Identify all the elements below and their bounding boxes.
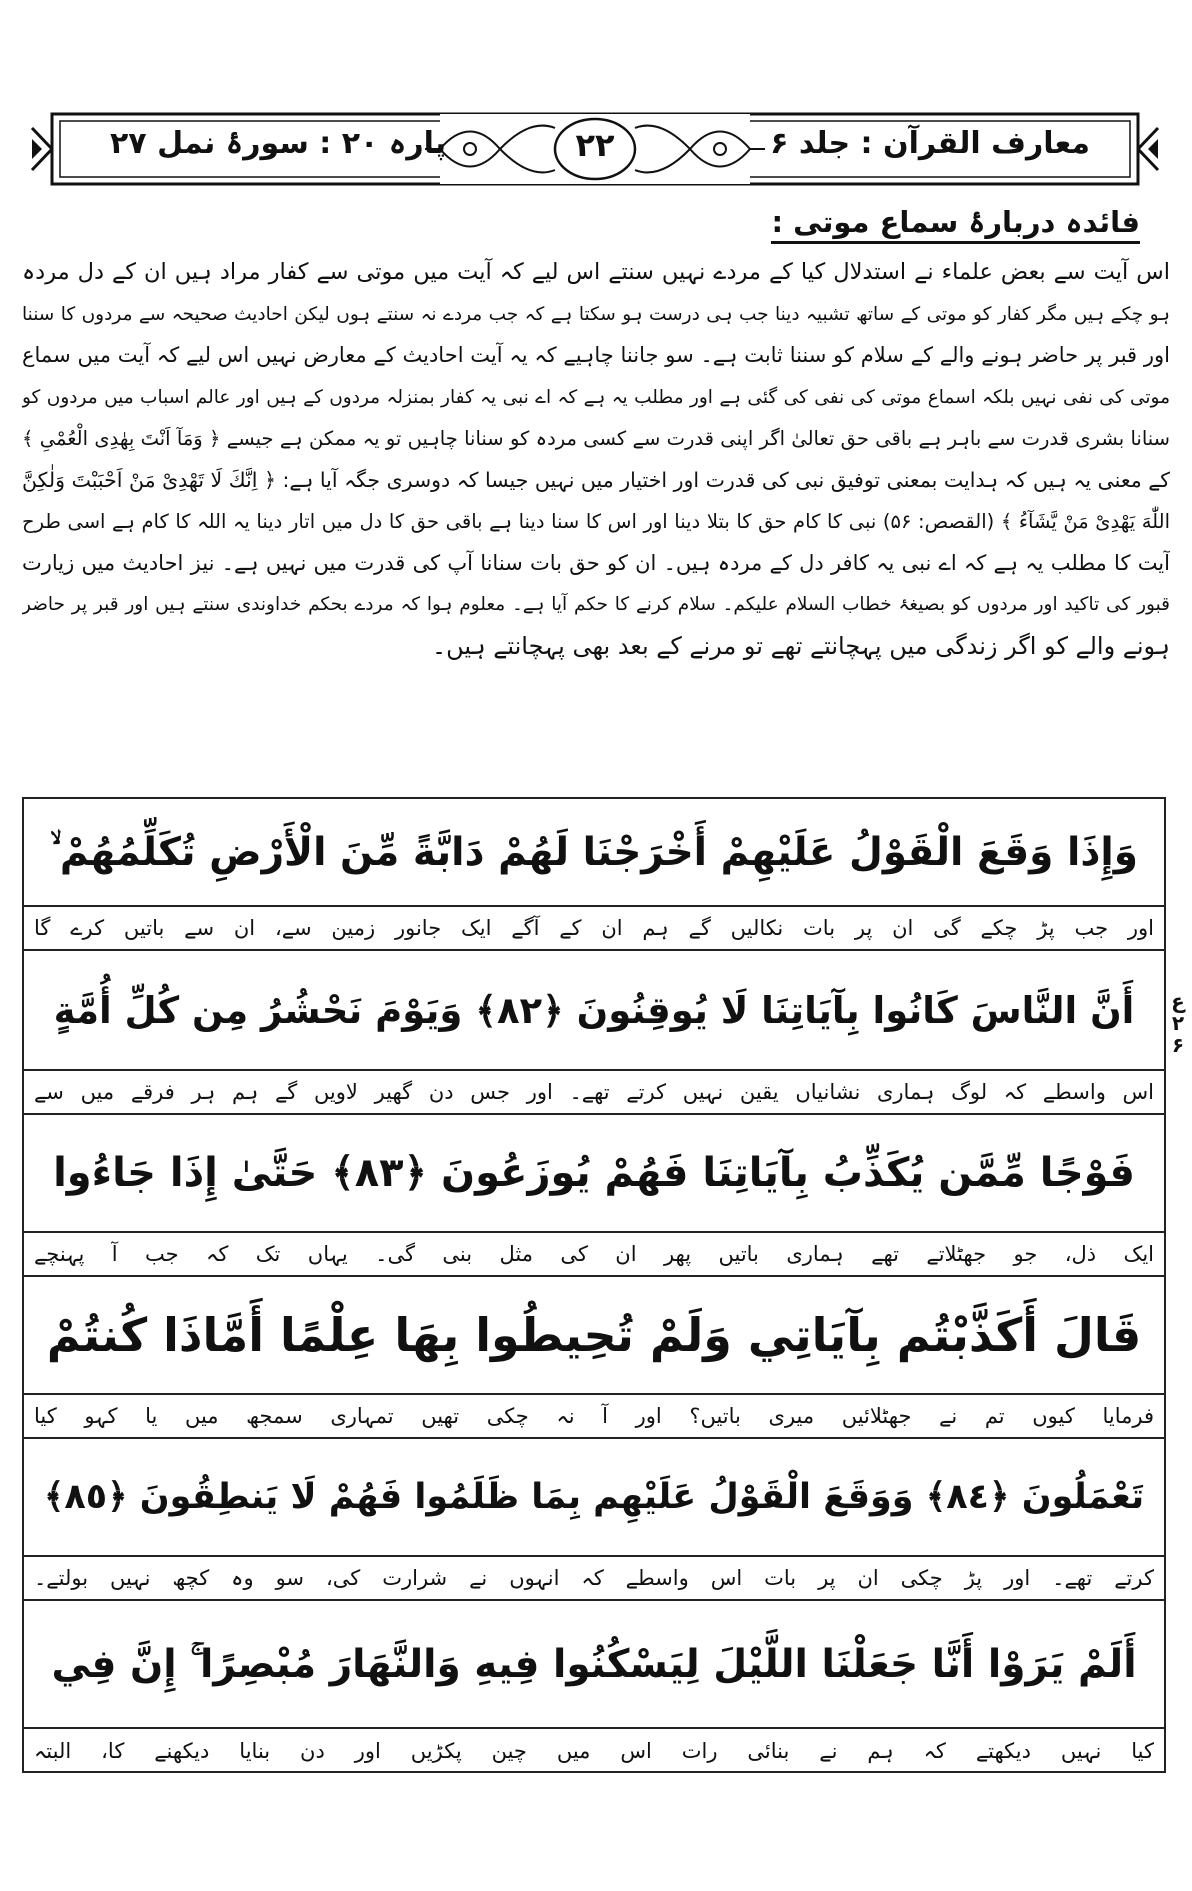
commentary-line: اور قبر پر حاضر ہونے والے کے سلام کو سننا ثابت ہے۔ سو جاننا چاہیے کہ یہ آیت احادیث کے معارض نہیں اس لیے کہ آیت میں سماع bbox=[22, 343, 1170, 367]
verse-row bbox=[24, 1601, 1164, 1729]
translation-text: ایک ذل، جو جھٹلاتے تھے ہماری باتیں پھر ان کی مثل بنی گی۔ یہاں تک کہ جب آ پہنچے bbox=[34, 1242, 1154, 1266]
commentary bbox=[22, 252, 1170, 667]
section-heading: فائدہ دربارۂ سماع موتی : bbox=[771, 205, 1140, 244]
book-title: معارف القرآن : جلد ۶ bbox=[770, 126, 1090, 161]
commentary-line: موتی کی نفی نہیں بلکہ اسماع موتی کی نفی کی گئی ہے اور مطلب یہ ہے کہ اے نبی یہ کفار بمنزلہ مردوں کے ہیں اور عالم اسباب میں مردوں کو bbox=[22, 386, 1170, 408]
translation-row bbox=[24, 1233, 1164, 1277]
commentary-line: سنانا بشری قدرت سے باہر ہے باقی حق تعالیٰ اگر اپنی قدرت سے کسی مردہ کو سنانا چاہیں تو یہ ممکن ہے جیسے ﴿ وَمَآ اَنْتَ بِهٰدِی الْعُمْیِ ﴾ bbox=[22, 427, 1170, 450]
ruku-marker: ع ۲ ۶ bbox=[1171, 989, 1185, 1057]
translation-text: اس واسطے کہ لوگ ہماری نشانیاں یقین نہیں کرتے تھے۔ اور جس دن گھیر لاویں گے ہم ہر فرقے میں سے bbox=[34, 1080, 1154, 1104]
para-surah-label: پارہ ۲۰ : سورۂ نمل ۲۷ bbox=[110, 126, 447, 161]
translation-row bbox=[24, 1557, 1164, 1601]
commentary-line: اللّٰهَ یَهْدِیْ مَنْ یَّشَآءُ ﴾ (القصص: ۵۶) نبی کا کام حق کا بتلا دینا اور اس کا سنا دینا ہے باقی حق کا دل میں اتار دینا یہ اللہ کا کام ہے اسی طرح bbox=[22, 510, 1170, 533]
commentary-line: قبور کی تاکید اور مردوں کو بصیغۂ خطاب السلام علیکم۔ سلام کرنے کا حکم آیا ہے۔ معلوم ہوا کہ مردے بحکم خداوندی سنتے ہیں اور قبر پر حاضر bbox=[22, 594, 1170, 615]
commentary-line: ہو چکے ہیں مگر کفار کو موتی کے ساتھ تشبیہ دینا جب ہی درست ہو سکتا ہے کہ جب مردے نہ سنتے ہوں لیکن احادیث صحیحہ سے مردوں کا سننا bbox=[22, 303, 1170, 325]
arabic-verse-text: فَوْجًا مِّمَّن يُكَذِّبُ بِآيَاتِنَا فَهُمْ يُوزَعُونَ ﴿٨٣﴾ حَتَّىٰ إِذَا جَاءُوا bbox=[53, 1150, 1135, 1196]
translation-text: اور جب پڑ چکے گی ان پر بات نکالیں گے ہم ان کے آگے ایک جانور زمین سے، ان سے باتیں کرے گا bbox=[34, 916, 1154, 940]
page-number: ۲۲ bbox=[575, 126, 615, 164]
arabic-verse-text: أَلَمْ يَرَوْا أَنَّا جَعَلْنَا اللَّيْلَ لِيَسْكُنُوا فِيهِ وَالنَّهَارَ مُبْصِرًا ۚ إِنَّ فِي bbox=[51, 1641, 1137, 1687]
translation-row bbox=[24, 1729, 1164, 1773]
translation-row bbox=[24, 907, 1164, 951]
translation-text: کیا نہیں دیکھتے کہ ہم نے بنائی رات اس میں چین پکڑیں اور دن بنایا دیکھنے کا، البتہ bbox=[34, 1739, 1154, 1763]
arabic-verse-text: وَإِذَا وَقَعَ الْقَوْلُ عَلَيْهِمْ أَخْرَجْنَا لَهُمْ دَابَّةً مِّنَ الْأَرْضِ تُكَلِّمُهُمْ ۙ bbox=[50, 829, 1138, 875]
commentary-line: ہونے والے کو اگر زندگی میں پہچانتے تھے تو مرنے کے بعد بھی پہچانتے ہیں۔ bbox=[432, 631, 1170, 660]
arabic-verse-text: قَالَ أَكَذَّبْتُم بِآيَاتِي وَلَمْ تُحِيطُوا بِهَا عِلْمًا أَمَّاذَا كُنتُمْ bbox=[46, 1308, 1142, 1362]
verse-row bbox=[24, 1115, 1164, 1233]
translation-row bbox=[24, 1071, 1164, 1115]
arabic-verse-text: أَنَّ النَّاسَ كَانُوا بِآيَاتِنَا لَا يُوقِنُونَ ﴿٨٢﴾ وَيَوْمَ نَحْشُرُ مِن كُلِّ أُمَّةٍ bbox=[53, 988, 1135, 1032]
translation-row bbox=[24, 1395, 1164, 1439]
commentary-line: کے معنی یہ ہیں کہ ہدایت بمعنی توفیق نبی کی قدرت اور اختیار میں نہیں جیسا کہ دوسری جگہ آیا ہے: ﴿ اِنَّكَ لَا تَهْدِیْ مَنْ اَحْبَبْتَ وَلٰكِنَّ bbox=[22, 467, 1170, 492]
commentary-line: اس آیت سے بعض علماء نے استدلال کیا کے مردے نہیں سنتے اس لیے کہ آیت میں موتی سے کفار مراد ہیں ان کے دل مردہ bbox=[22, 259, 1170, 285]
translation-text: کرتے تھے۔ اور پڑ چکی ان پر بات اس واسطے کہ انہوں نے شرارت کی، سو وہ کچھ نہیں بولتے۔ bbox=[34, 1566, 1154, 1590]
translation-text: فرمایا کیوں تم نے جھٹلائیں میری باتیں؟ اور آ نہ چکی تھیں تمہاری سمجھ میں یا کہو کیا bbox=[34, 1404, 1154, 1428]
verse-row bbox=[24, 1439, 1164, 1557]
arabic-verse-text: تَعْمَلُونَ ﴿٨٤﴾ وَوَقَعَ الْقَوْلُ عَلَيْهِم بِمَا ظَلَمُوا فَهُمْ لَا يَنطِقُونَ ﴿٨٥﴾ bbox=[43, 1477, 1145, 1517]
verse-row bbox=[24, 1277, 1164, 1395]
verse-row bbox=[24, 799, 1164, 907]
commentary-line: آیت کا مطلب یہ ہے کہ اے نبی یہ کافر دل کے مردہ ہیں۔ ان کو حق بات سنانا آپ کی قدرت میں نہیں ہے۔ نیز احادیث میں زیارت bbox=[22, 550, 1170, 575]
page-header bbox=[30, 108, 1160, 194]
quran-block bbox=[22, 797, 1166, 1773]
verse-row bbox=[24, 951, 1164, 1071]
